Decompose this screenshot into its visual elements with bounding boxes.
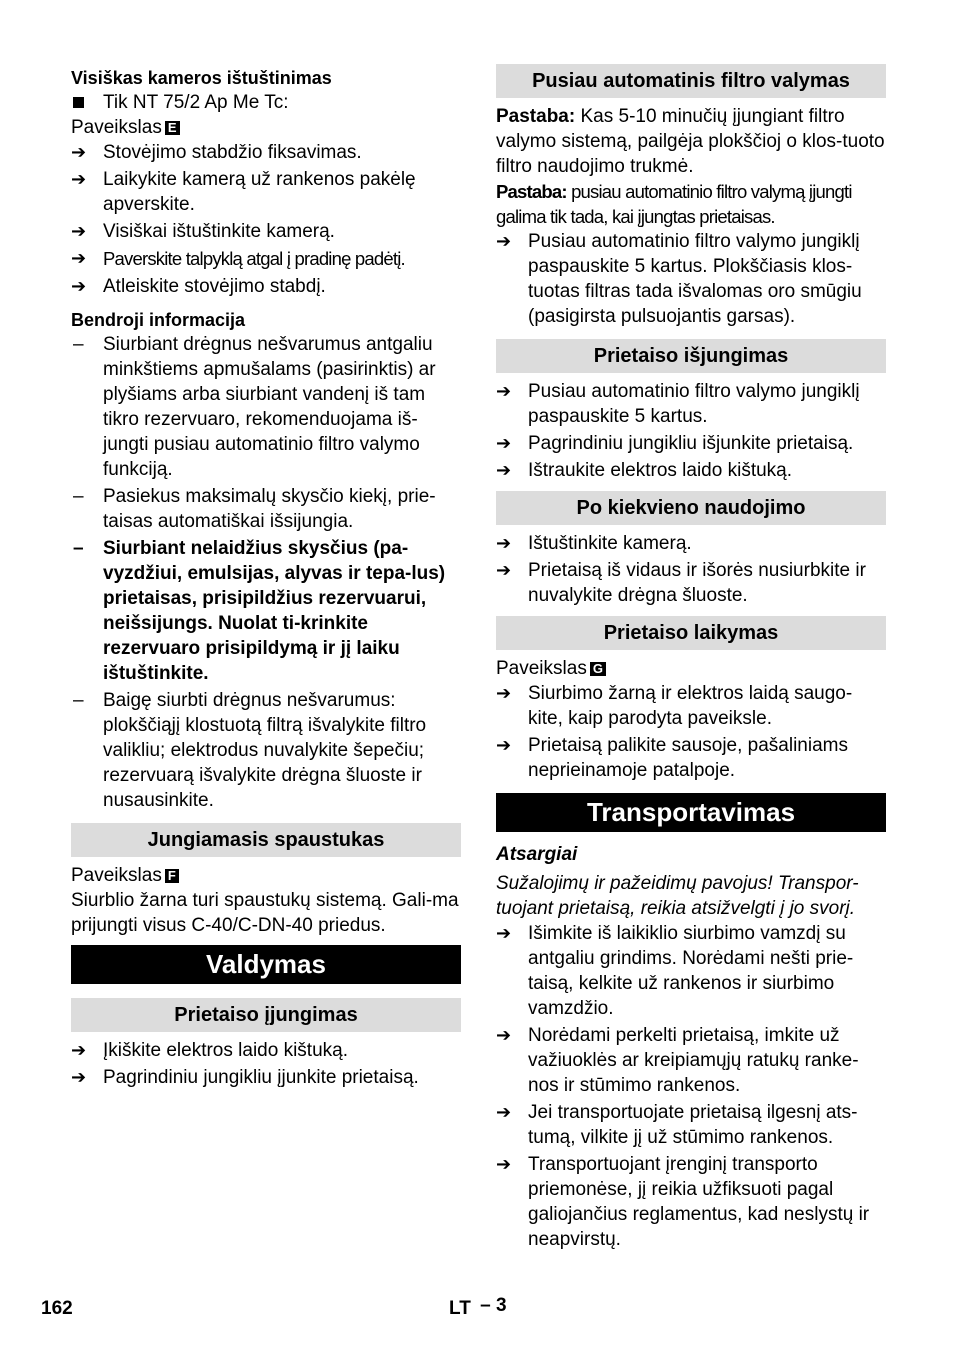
note-2: Pastaba: pusiau automatinio filtro valymą įjungti galima tik tada, kai įjungtas prietaisas. <box>496 181 852 227</box>
dash-bullet: – <box>73 486 84 507</box>
dash-bullet: – <box>73 334 84 355</box>
arrow-icon: ➔ <box>496 533 512 553</box>
arrow-icon: ➔ <box>71 169 87 189</box>
arrow-icon: ➔ <box>496 381 512 401</box>
figure-ref-f: Paveikslas F <box>71 863 461 888</box>
list-item: – Baigę siurbti drėgnus nešvarumus: plokščiąjį klostuotą filtrą išvalykite filtro valikliu; elektrodus nuvalykite šepečiu; rezervuarą išvalykite drėgna šluoste ir nusausinkite. <box>73 690 427 811</box>
list-item: ➔ Pagrindiniu jungikliu išjunkite prietaisą. <box>496 433 854 454</box>
arrow-icon: ➔ <box>71 248 87 268</box>
major-heading-transport: Transportavimas <box>496 793 886 832</box>
list-item: ➔ Paverskite talpyklą atgal į pradinę padėtį. <box>71 248 405 269</box>
section-heading-clamp: Jungiamasis spaustukas <box>71 823 461 857</box>
arrow-icon: ➔ <box>496 683 512 703</box>
arrow-icon: ➔ <box>71 1040 87 1060</box>
model-note: Tik NT 75/2 Ap Me Tc: <box>71 90 461 115</box>
list-item: ➔ Prietaisą palikite sausoje, pašaliniams neprieinamoje patalpoje. <box>496 735 848 781</box>
arrow-icon: ➔ <box>496 231 512 251</box>
list-item: ➔ Siurbimo žarną ir elektros laidą saugo-kite, kaip parodyta paveiksle. <box>496 683 853 729</box>
figure-ref-g: Paveikslas G <box>496 656 886 681</box>
list-item: ➔ Jei transportuojate prietaisą ilgesnį ats-tumą, vilkite jį už stūmimo rankenos. <box>496 1102 858 1148</box>
list-item: ➔ Visiškai ištuštinkite kamerą. <box>71 221 335 242</box>
arrow-icon: ➔ <box>496 1102 512 1122</box>
heading-empty-chamber: Visiškas kameros ištuštinimas <box>71 68 332 88</box>
square-bullet-icon <box>71 90 99 115</box>
footer-section: – 3 <box>480 1295 507 1316</box>
arrow-icon: ➔ <box>71 221 87 241</box>
left-column <box>71 64 461 1090</box>
arrow-icon: ➔ <box>71 142 87 162</box>
list-item: ➔ Pagrindiniu jungikliu įjunkite prietaisą. <box>71 1067 419 1088</box>
list-item: ➔ Išimkite iš laikiklio siurbimo vamzdį su antgaliu grindims. Norėdami nešti prie-taisą, kelkite už rankenos ir siurbimo vamzdžio. <box>496 923 854 1019</box>
arrow-icon: ➔ <box>496 1154 512 1174</box>
arrow-icon: ➔ <box>496 1025 512 1045</box>
dash-bullet: – <box>73 690 84 711</box>
list-item: – Pasiekus maksimalų skysčio kiekį, prie-taisas automatiškai išsijungia. <box>73 486 436 532</box>
section-heading-switch-off: Prietaiso išjungimas <box>496 339 886 373</box>
footer-language: LT – 3 <box>449 1295 507 1319</box>
right-column <box>496 64 886 1252</box>
arrow-icon: ➔ <box>496 460 512 480</box>
major-heading-valdymas: Valdymas <box>71 945 461 984</box>
figure-letter-e: E <box>165 121 180 135</box>
figure-letter-g: G <box>590 662 606 676</box>
list-item: ➔ Stovėjimo stabdžio fiksavimas. <box>71 142 362 163</box>
page-number: 162 <box>41 1298 73 1319</box>
list-item: ➔ Laikykite kamerą už rankenos pakėlę apverskite. <box>71 169 416 215</box>
section-heading-switch-on: Prietaiso įjungimas <box>71 998 461 1032</box>
list-item: ➔ Pusiau automatinio filtro valymo jungiklį paspauskite 5 kartus. <box>496 381 860 427</box>
list-item: ➔ Pusiau automatinio filtro valymo jungiklį paspauskite 5 kartus. Plokščiasis klos-tuotas filtras tada išvalomas oro smūgiu (pasigirsta pulsuojantis garsas). <box>496 231 862 327</box>
list-item: ➔ Ištraukite elektros laido kištuką. <box>496 460 793 481</box>
caution-title: Atsargiai <box>496 844 578 865</box>
note-1: Pastaba: Kas 5-10 minučių įjungiant filtro valymo sistemą, pailgėja plokščioj o klos-tuoto filtro naudojimo trukmė. <box>496 106 885 177</box>
list-item: ➔ Transportuojant įrenginį transporto priemonėse, jį reikia užfiksuoti pagal galiojančius reglamentus, kad neslystų ir neapvirstų. <box>496 1154 870 1250</box>
list-item: ➔ Įkiškite elektros laido kištuką. <box>71 1040 348 1061</box>
section-heading-after-use: Po kiekvieno naudojimo <box>496 491 886 525</box>
arrow-icon: ➔ <box>71 1067 87 1087</box>
list-item-warning: – Siurbiant nelaidžius skysčius (pa-vyzdžiui, emulsijas, alyvas ir tepa-lus) prietaisas, prisipildžius rezervuarui, neišsijungs. Nuolat ti-krinkite rezervuaro prisipildymą ir jį laiku ištuštinkite. <box>73 538 446 684</box>
section-heading-filter-cleaning: Pusiau automatinis filtro valymas <box>496 64 886 98</box>
arrow-icon: ➔ <box>496 735 512 755</box>
list-item: – Siurbiant drėgnus nešvarumus antgaliu minkštiems apmušalams (pasirinktis) ar plyšiams arba siurbiant vandenį iš tam tikro rezervuaro, rekomenduojama iš-jungti pusiau automatinio filtro valymo funkciją. <box>73 334 436 480</box>
list-item: ➔ Norėdami perkelti prietaisą, imkite už važiuoklės ar kreipiamųjų ratukų ranke-nos ir stūmimo rankenos. <box>496 1025 859 1096</box>
arrow-icon: ➔ <box>71 276 87 296</box>
arrow-icon: ➔ <box>496 923 512 943</box>
clamp-text: Siurblio žarna turi spaustukų sistemą. Gali-ma prijungti visus C-40/C-DN-40 priedus. <box>71 890 459 936</box>
figure-ref-e: Paveikslas E <box>71 115 461 140</box>
caution-text: Sužalojimų ir pažeidimų pavojus! Transpor-tuojant prietaisą, reikia atsižvelgti į jo svorį. <box>496 873 859 919</box>
figure-letter-f: F <box>165 869 179 883</box>
list-item: ➔ Ištuštinkite kamerą. <box>496 533 692 554</box>
list-item: ➔ Prietaisą iš vidaus ir išorės nusiurbkite ir nuvalykite drėgna šluoste. <box>496 560 866 606</box>
list-item: ➔ Atleiskite stovėjimo stabdį. <box>71 276 326 297</box>
arrow-icon: ➔ <box>496 560 512 580</box>
heading-general-info: Bendroji informacija <box>71 310 246 330</box>
arrow-icon: ➔ <box>496 433 512 453</box>
section-heading-storage: Prietaiso laikymas <box>496 616 886 650</box>
dash-bullet: – <box>73 538 84 559</box>
